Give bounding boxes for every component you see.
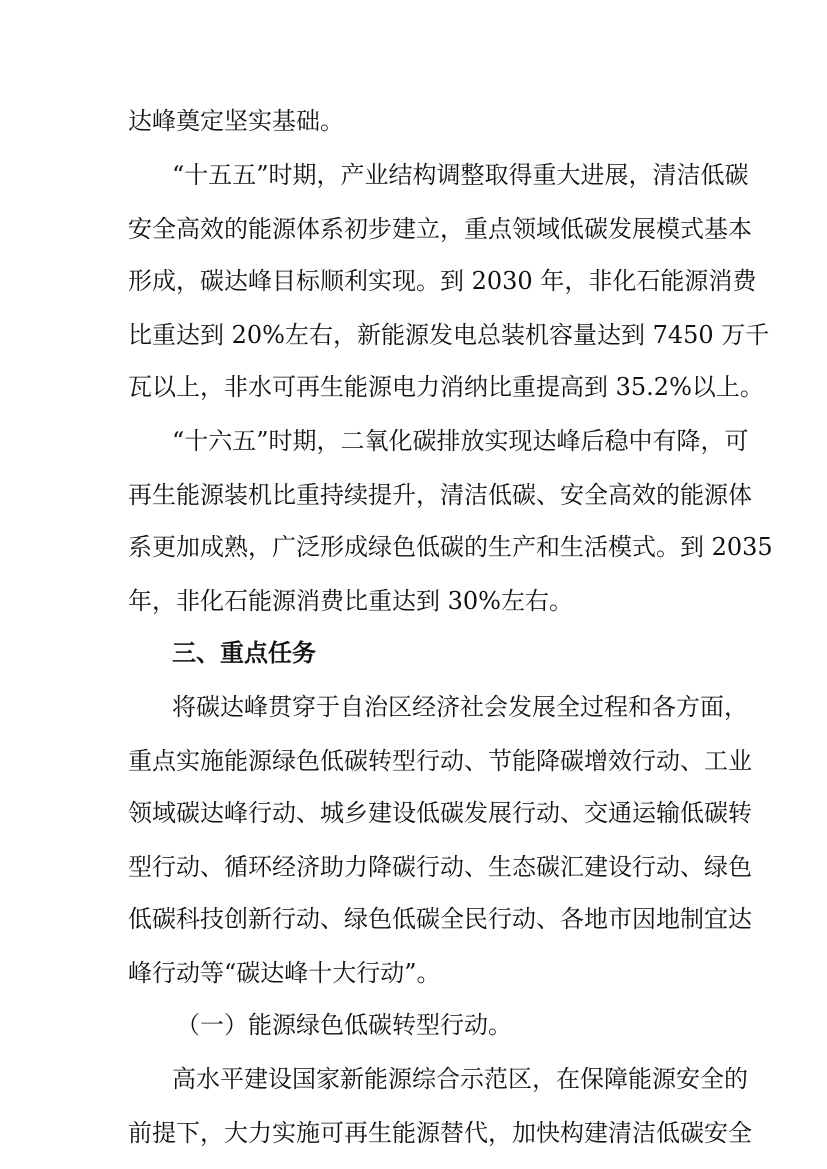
paragraph-line: 前提下，大力实施可再生能源替代，加快构建清洁低碳安全 <box>128 1119 752 1147</box>
paragraph-line: 高水平建设国家新能源综合示范区，在保障能源安全的 <box>172 1065 748 1093</box>
paragraph-line: 形成，碳达峰目标顺利实现。到 2030 年，非化石能源消费 <box>128 267 757 295</box>
paragraph-line: 安全高效的能源体系初步建立，重点领域低碳发展模式基本 <box>128 215 752 243</box>
paragraph-line: 型行动、循环经济助力降碳行动、生态碳汇建设行动、绿色 <box>128 853 752 881</box>
paragraph-line: 系更加成熟，广泛形成绿色低碳的生产和生活模式。到 2035 <box>128 533 773 561</box>
paragraph-line: 峰行动等“碳达峰十大行动”。 <box>128 959 441 987</box>
paragraph-line: 低碳科技创新行动、绿色低碳全民行动、各地市因地制宜达 <box>128 905 752 933</box>
paragraph-line: “十六五”时期，二氧化碳排放实现达峰后稳中有降，可 <box>172 427 749 455</box>
paragraph-line: “十五五”时期，产业结构调整取得重大进展，清洁低碳 <box>172 161 749 189</box>
paragraph-line: 年，非化石能源消费比重达到 30%左右。 <box>128 587 573 615</box>
paragraph-line: 再生能源装机比重持续提升，清洁低碳、安全高效的能源体 <box>128 481 752 509</box>
paragraph-line: 领域碳达峰行动、城乡建设低碳发展行动、交通运输低碳转 <box>128 799 752 827</box>
paragraph-line: 将碳达峰贯穿于自治区经济社会发展全过程和各方面， <box>172 693 748 721</box>
paragraph-line: 比重达到 20%左右，新能源发电总装机容量达到 7450 万千 <box>128 321 770 349</box>
section-heading: 三、重点任务 <box>172 639 316 667</box>
paragraph-line: 瓦以上，非水可再生能源电力消纳比重提高到 35.2%以上。 <box>128 373 764 401</box>
paragraph-line: 达峰奠定坚实基础。 <box>128 107 344 135</box>
subsection-heading: （一）能源绿色低碳转型行动。 <box>176 1011 512 1039</box>
paragraph-line: 重点实施能源绿色低碳转型行动、节能降碳增效行动、工业 <box>128 747 752 775</box>
